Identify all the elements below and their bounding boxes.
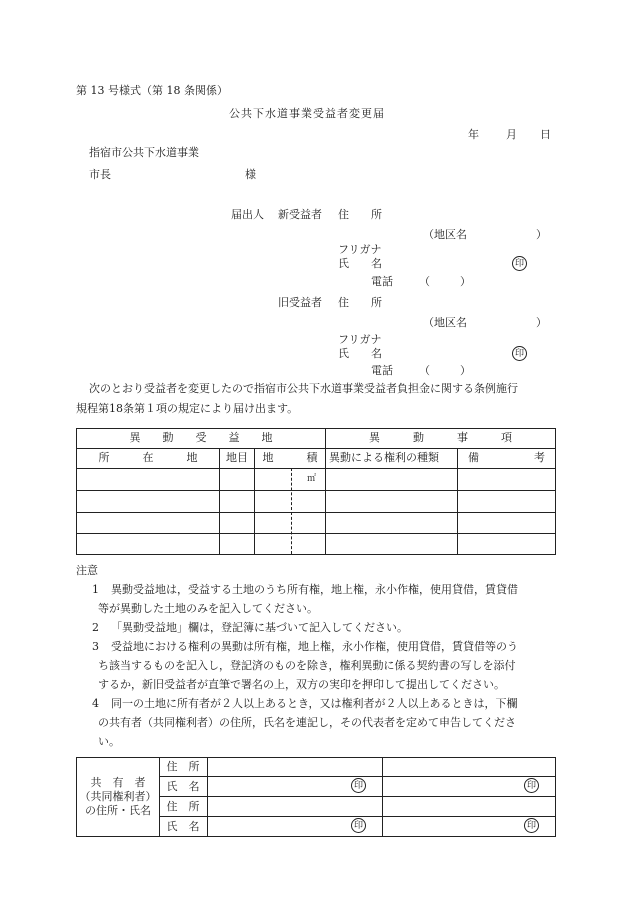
co-owner-label-line-2: （共同権利者）: [79, 790, 157, 803]
note-1-number: 1: [92, 583, 99, 596]
date-year-label: 年: [468, 128, 479, 141]
note-3-line-2: ち該当するものを記入し，登記済のものを除き，権利異動に係る契約書の写しを添付: [98, 659, 516, 672]
note-4-line-3: い。: [98, 735, 120, 748]
note-3-line-1: 受益地における権利の異動は所有権，地上権，永小作権，使用貸借，賃貸借等のう: [111, 640, 518, 653]
new-phone-paren-open: （: [419, 275, 430, 288]
col-location: 所 在 地: [98, 451, 198, 464]
notes-heading: 注意: [76, 564, 98, 577]
header-change-items: 異 動 事 項: [369, 431, 512, 444]
addressee-title: 市長: [89, 168, 111, 181]
note-3-number: 3: [92, 640, 99, 653]
note-3-line-3: するか，新旧受益者が直筆で署名の上，双方の実印を押印して提出してください。: [98, 678, 505, 691]
note-4-number: 4: [92, 697, 99, 710]
new-seal-mark: 印: [512, 256, 527, 271]
old-name-label: 氏 名: [338, 347, 382, 360]
co-owner-1-seal-right: 印: [524, 778, 539, 793]
old-address-label: 住 所: [338, 296, 382, 309]
co-owner-table: [76, 757, 556, 837]
note-2-number: 2: [92, 621, 99, 634]
co-owner-1-address-label: 住 所: [166, 760, 200, 773]
old-phone-label: 電話: [371, 364, 393, 377]
addressee-honorific: 様: [245, 168, 256, 181]
co-owner-label-line-1: 共 有 者: [90, 776, 146, 789]
new-furigana-label: フリガナ: [338, 243, 382, 256]
co-owner-1-seal-left: 印: [351, 778, 366, 793]
statement-line-1: 次のとおり受益者を変更したので指宿市公共下水道事業受益者負担金に関する条例施行: [89, 382, 518, 395]
statement-line-2: 規程第18条第１項の規定により届け出ます。: [76, 402, 299, 415]
new-phone-paren-close: ）: [460, 275, 471, 288]
co-owner-2-name-label: 氏 名: [166, 820, 200, 833]
old-district-close: ）: [536, 316, 547, 329]
old-seal-mark: 印: [512, 346, 527, 361]
col-right-type: 異動による権利の種類: [329, 451, 439, 464]
new-name-label: 氏 名: [338, 257, 382, 270]
addressee-organization: 指宿市公共下水道事業: [89, 146, 199, 159]
co-owner-label-line-3: の住所・氏名: [85, 804, 151, 817]
co-owner-2-seal-left: 印: [351, 818, 366, 833]
note-2-line-1: 「異動受益地」欄は，登記簿に基づいて記入してください。: [111, 621, 408, 634]
col-remarks: 備 考: [468, 451, 545, 464]
co-owner-2-seal-right: 印: [524, 818, 539, 833]
note-1-line-2: 等が異動した土地のみを記入してください。: [98, 602, 318, 615]
new-district-label: （地区名: [423, 228, 467, 241]
old-phone-paren-close: ）: [460, 364, 471, 377]
co-owner-2-address-label: 住 所: [166, 800, 200, 813]
date-day-label: 日: [540, 128, 551, 141]
date-month-label: 月: [506, 128, 517, 141]
col-land-category: 地目: [226, 451, 248, 464]
new-address-label: 住 所: [338, 208, 382, 221]
header-change-land: 異 動 受 益 地: [129, 431, 273, 444]
note-4-line-1: 同一の土地に所有者が２人以上あるとき，又は権利者が２人以上あるときは，下欄: [111, 697, 518, 710]
new-beneficiary-label: 新受益者: [278, 208, 322, 221]
note-4-line-2: の共有者（共同権利者）の住所，氏名を連記し，その代表者を定めて申告してくださ: [98, 716, 516, 729]
col-area: 地 積: [262, 451, 318, 464]
old-district-label: （地区名: [423, 316, 467, 329]
form-title: 公共下水道事業受益者変更届: [229, 107, 385, 120]
new-phone-label: 電話: [371, 275, 393, 288]
form-number: 第 13 号様式（第 18 条関係）: [76, 84, 228, 97]
co-owner-1-name-label: 氏 名: [166, 780, 200, 793]
old-beneficiary-label: 旧受益者: [278, 296, 322, 309]
old-furigana-label: フリガナ: [338, 333, 382, 346]
note-1-line-1: 異動受益地は，受益する土地のうち所有権，地上権，永小作権，使用貸借，賃貸借: [111, 583, 518, 596]
new-district-close: ）: [536, 228, 547, 241]
change-table: [76, 428, 556, 555]
area-unit: ㎡: [307, 474, 317, 484]
old-phone-paren-open: （: [419, 364, 430, 377]
notifier-label: 届出人: [231, 208, 264, 221]
